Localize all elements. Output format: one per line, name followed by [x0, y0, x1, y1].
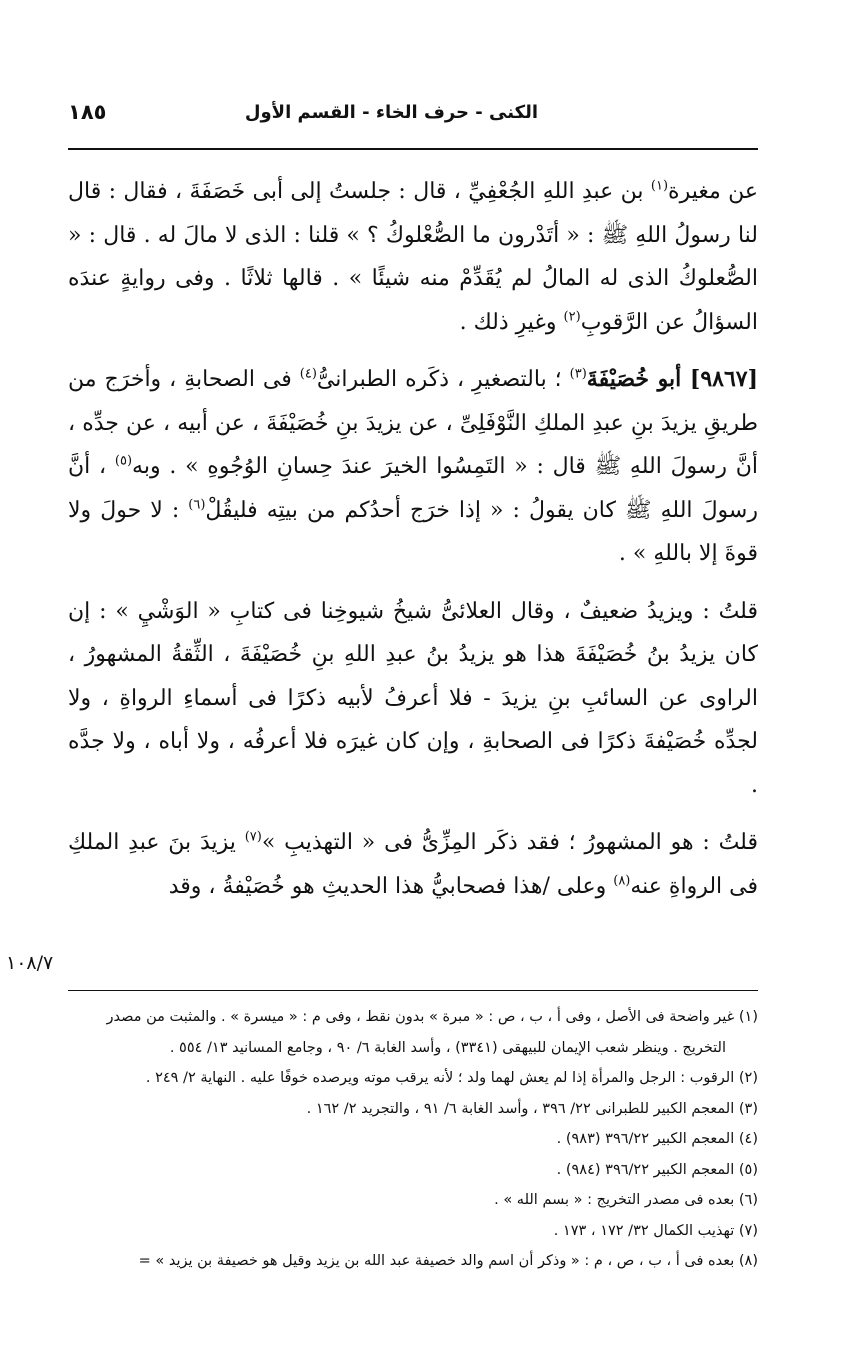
footnote-5	[68, 1155, 758, 1186]
footnote-text: (٨) بعده فى أ ، ب ، ص ، م : « وذكر أن اسم والد خصيفة عبد الله بن يزيد وقيل هو خصيفة بن يزيد » =	[138, 1253, 758, 1269]
footnote-8	[68, 1246, 758, 1277]
text-run: يزيدَ بنَ عبدِ الملكِ فى الرواةِ عنه	[68, 830, 758, 899]
footnotes	[68, 1002, 758, 1277]
paragraph-3: قلتُ : ويزيدُ ضعيفٌ ، وقال العلائىُّ شيخُ شيوخِنا فى كتابِ « الوَشْيِ » : إن كان يزيدُ بنُ خُصَيْفَةَ هذا هو يزيدُ بنُ عبدِ اللهِ بنِ خُصَيْفَةَ ، الثِّقةُ المشهورُ ، الراوى عن السائبِ بنِ يزيدَ - فلا أعرفُ لأبيه ذكرًا فى أسماءِ الرواةِ ، ولا لجدِّه خُصَيْفةَ ذكرًا فى الصحابةِ ، وإن كان غيرَه فلا أعرفُه ، ولا أباه ، ولا جدَّه .	[68, 598, 758, 798]
footnote-text: (٥) المعجم الكبير ٣٩٦/٢٢ (٩٨٤) .	[556, 1161, 758, 1178]
footnote-rule	[68, 990, 758, 991]
paragraph-4	[68, 821, 758, 908]
footnote-3	[68, 1094, 758, 1125]
text-run: قلتُ : هو المشهورُ ؛ فقد ذكَر المِزِّىُّ فى « التهذيبِ »	[261, 830, 758, 855]
margin-page-ref: ١٠٨/٧	[6, 952, 54, 974]
footnote-ref-2: (٢)	[563, 309, 581, 325]
entry-number: [٩٨٦٧]	[689, 366, 759, 392]
text-run: فى الصحابةِ ، وأخرَج من طريقِ يزيدَ بنِ عبدِ الملكِ النَّوْفَلِىِّ ، عن يزيدَ بنِ خُصَيْفَةَ ، عن أبيه ، عن جدِّه ، أنَّ رسولَ اللهِ ﷺ قال : « التَمِسُوا الخيرَ عندَ حِسانِ الوُجُوهِ » . وبه	[68, 367, 758, 479]
text-run: ؛ بالتصغيرِ ، ذكَره الطبرانىُّ	[316, 367, 570, 392]
entry-name: أبو خُصَيْفَةَ	[586, 366, 690, 392]
footnote-text: التخريج . وينظر شعب الإيمان للبيهقى (٣٣٤١) ، وأسد الغابة ٦/ ٩٠ ، وجامع المسانيد ١٣/ ٥٥٤ .	[169, 1039, 726, 1056]
text-run: وغيرِ ذلك .	[459, 309, 564, 335]
entry-9867	[68, 358, 758, 576]
footnote-7	[68, 1216, 758, 1247]
text-run: وعلى /هذا فصحابيُّ هذا الحديثِ هو خُصَيْفةُ ، وقد	[168, 873, 614, 899]
footnote-ref-3: (٣)	[569, 366, 587, 382]
footnote-text: (٧) تهذيب الكمال ٣٢/ ١٧٢ ، ١٧٣ .	[553, 1222, 758, 1239]
footnote-text: (١) غير واضحة فى الأصل ، وفى أ ، ب ، ص : « مبرة » بدون نقط ، وفى م : « ميسرة » . والمثبت من مصدر	[106, 1009, 758, 1025]
main-text	[68, 170, 758, 922]
footnote-ref-6: (٦)	[188, 497, 206, 513]
footnote-text: (٤) المعجم الكبير ٣٩٦/٢٢ (٩٨٣) .	[556, 1131, 758, 1147]
footnote-ref-1: (١)	[650, 178, 669, 194]
page-number: ١٨٥	[68, 100, 107, 124]
header-rule	[68, 148, 758, 150]
running-title: الكنى - حرف الخاء - القسم الأول	[244, 102, 538, 123]
text-run: بن عبدِ اللهِ الجُعْفِيِّ ، قال : جلستُ إلى أبى خَصَفَةَ ، فقال : قال لنا رسولُ اللهِ ﷺ : « أتَدْرون ما الصُّعْلوكُ ؟ » قلنا : الذى لا مالَ له . قال : « الصُّعلوكُ الذى له المالُ لم يُقَدِّمْ منه شيئًا » . قالها ثلاثًا . وفى روايةٍ عندَه السؤالُ عن الرَّقوبِ	[68, 179, 758, 335]
footnote-text: (٦) بعده فى مصدر التخريج : « بسم الله » .	[494, 1192, 758, 1208]
footnote-ref-8: (٨)	[613, 873, 631, 889]
footnote-ref-5: (٥)	[114, 453, 133, 469]
footnote-6	[68, 1185, 758, 1216]
footnote-1-cont	[68, 1033, 758, 1064]
footnote-2	[68, 1063, 758, 1094]
page-header	[68, 100, 758, 134]
text-run: : لا حولَ ولا قوةَ إلا باللهِ » .	[68, 497, 758, 566]
footnote-ref-7: (٧)	[244, 829, 262, 845]
text-run: ، أنَّ رسولَ اللهِ ﷺ كان يقولُ : « إذا خرَج أحدُكم من بيتِه فليقُلْ	[68, 454, 758, 523]
footnote-4	[68, 1124, 758, 1155]
footnote-ref-4: (٤)	[299, 366, 317, 382]
text-run: عن مغيرة	[668, 179, 758, 204]
paragraph-1	[68, 170, 758, 344]
footnote-1	[68, 1002, 758, 1033]
footnote-text: (٣) المعجم الكبير للطبرانى ٢٢/ ٣٩٦ ، وأسد الغابة ٦/ ٩١ ، والتجريد ٢/ ١٦٢ .	[306, 1100, 758, 1117]
footnote-text: (٢) الرقوب : الرجل والمرأة إذا لم يعش لهما ولد ؛ لأنه يرقب موته ويرصده خوفًا عليه . النهاية ٢/ ٢٤٩ .	[145, 1070, 758, 1086]
